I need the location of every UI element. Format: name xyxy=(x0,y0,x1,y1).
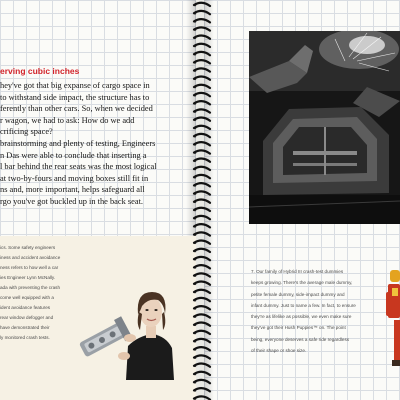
caption-line: ies Engineer Lynn McNally. xyxy=(0,275,56,280)
caption-line: being, everyone deserves a safe ride regardless xyxy=(251,336,350,342)
caption-line: keeps growing. There's the average male dummy, xyxy=(251,280,353,286)
binding-coil xyxy=(194,273,210,276)
binding-coil xyxy=(194,11,210,14)
caption-line: they've got their Hush Puppies™ on. The point xyxy=(251,325,346,331)
binding-coil xyxy=(194,380,210,383)
binding-coil xyxy=(194,257,210,260)
binding-coil xyxy=(194,68,210,71)
binding-coil xyxy=(194,60,210,63)
body-line: l bar behind the rear seats was the most logical xyxy=(0,162,157,172)
caption-line: ident avoidance features xyxy=(0,305,51,310)
binding-coil xyxy=(194,265,210,268)
dummies-caption xyxy=(251,266,391,356)
binding-coil xyxy=(194,241,210,244)
binding-coil xyxy=(194,306,210,309)
binding-coil xyxy=(194,208,210,211)
binding-coil xyxy=(194,290,210,293)
binding-coil xyxy=(194,249,210,252)
binding-coil xyxy=(194,93,210,96)
caption-line: 7. Our family of Hybrid III crash-test dummies xyxy=(251,269,344,274)
binding-coil xyxy=(194,175,210,178)
binding-coil xyxy=(194,298,210,301)
caption-line: rear window defogger and xyxy=(0,315,54,320)
binding-coil xyxy=(194,216,210,219)
caption-line: ics. Some safety engineers xyxy=(0,245,56,250)
caption-line: iness and accident avoidance xyxy=(0,255,61,260)
binding-coil xyxy=(194,191,210,194)
body-line: r wagon, we had to ask: How do we add xyxy=(0,115,135,125)
binding-coil xyxy=(194,134,210,137)
binding-coil xyxy=(194,109,210,112)
body-line: at two-by-fours and moving boxes still fit in xyxy=(0,173,149,183)
binding-coil xyxy=(194,364,210,367)
binding-coil xyxy=(194,355,210,358)
caption-line: ada with preventing the crash xyxy=(0,285,61,290)
body-line: hey've got that big expanse of cargo space in xyxy=(0,81,150,90)
factory-weld-photo xyxy=(249,31,400,224)
body-line: crificing space? xyxy=(0,127,53,137)
caption-line: of their shape or shoe size. xyxy=(251,348,307,354)
binding-coil xyxy=(194,101,210,104)
body-line: brainstorming and plenty of testing, Engineers xyxy=(0,138,156,148)
body-line: ferently than other cars. So, when we decided xyxy=(0,104,153,114)
body-line: rgo you've got buckled up in the back seat. xyxy=(0,196,143,206)
binding-coil xyxy=(194,77,210,80)
binding-coil xyxy=(194,150,210,153)
binding-coil xyxy=(194,19,210,22)
caption-line: come well equipped with a xyxy=(0,295,54,300)
caption-line: ly monitored crash tests. xyxy=(0,335,50,340)
binding-coil xyxy=(194,372,210,375)
crash-test-dummy-image xyxy=(384,268,400,368)
binding-coil xyxy=(194,282,210,285)
binding-coil xyxy=(194,167,210,170)
binding-coil xyxy=(194,388,210,391)
binding-coil xyxy=(194,331,210,334)
binding-coil xyxy=(194,27,210,30)
binding-coil xyxy=(194,339,210,342)
binding-coil xyxy=(194,200,210,203)
binding-coil xyxy=(194,314,210,317)
caption-line: they're as lifelike as possible, we even make sure xyxy=(251,314,352,320)
binding-coil xyxy=(194,183,210,186)
article-body xyxy=(0,80,170,208)
engineer-photo xyxy=(78,284,174,380)
binding-coil xyxy=(194,3,210,6)
binding-coil xyxy=(194,159,210,162)
binding-coil xyxy=(194,126,210,129)
body-line: ns and, more important, helps safeguard all xyxy=(0,185,145,195)
article-heading: erving cubic inches xyxy=(0,66,80,76)
binding-coil xyxy=(194,85,210,88)
binding-coil xyxy=(194,232,210,235)
binding-coil xyxy=(194,44,210,47)
caption-line: ness refers to how well a car xyxy=(0,265,59,270)
spiral-binding xyxy=(190,0,214,400)
binding-coil xyxy=(194,396,210,399)
binding-coil xyxy=(194,142,210,145)
body-line: to withstand side impact, the structure has to xyxy=(0,92,150,102)
binding-coil xyxy=(194,52,210,55)
binding-coil xyxy=(194,36,210,39)
caption-line: petite female dummy, side-impact dummy and xyxy=(251,291,345,297)
caption-line: infant dummy. Just to name a few. In fact, to ensure xyxy=(251,302,356,308)
binding-coil xyxy=(194,224,210,227)
binding-coil xyxy=(194,347,210,350)
body-line: n Das were able to conclude that inserting a xyxy=(0,150,147,160)
binding-coil xyxy=(194,323,210,326)
caption-line: have demonstrated their xyxy=(0,325,50,330)
binding-coil xyxy=(194,118,210,121)
